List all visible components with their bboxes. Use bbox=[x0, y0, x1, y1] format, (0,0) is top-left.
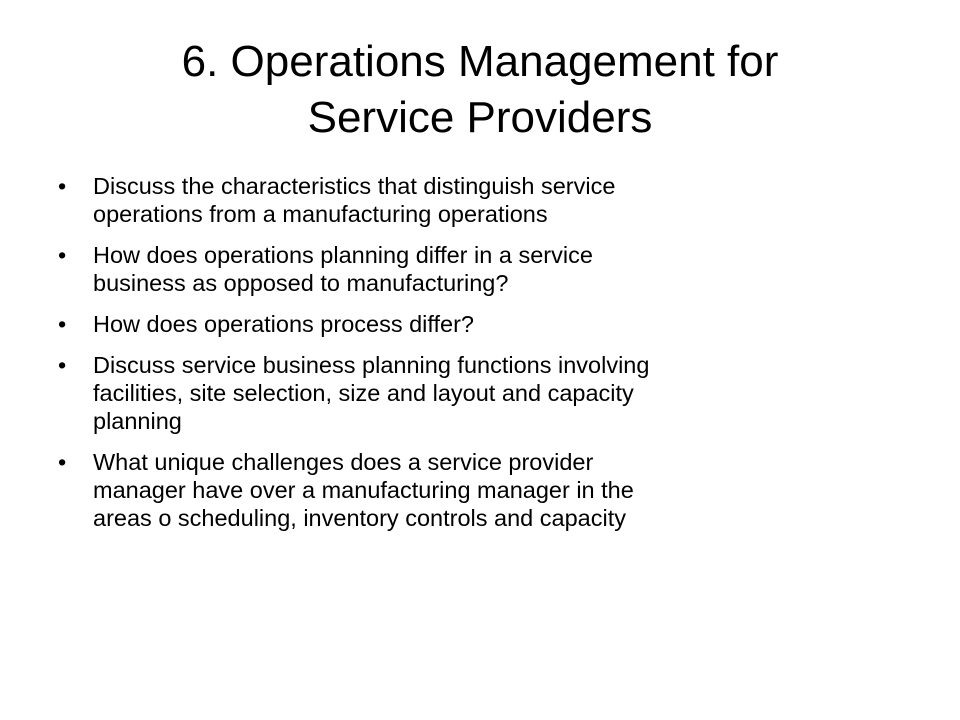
bullet-4-line-2: facilities, site selection, size and layout and capacity bbox=[93, 380, 634, 406]
bullet-item-5 bbox=[58, 448, 858, 532]
bullet-item-1 bbox=[58, 172, 858, 228]
bullet-5-line-1: What unique challenges does a service provider bbox=[93, 449, 594, 475]
bullet-item-4 bbox=[58, 351, 858, 435]
bullet-point-icon: • bbox=[58, 311, 67, 337]
bullet-item-2 bbox=[58, 241, 858, 297]
bullet-4-line-3: planning bbox=[93, 408, 182, 434]
bullet-point-icon: • bbox=[58, 449, 67, 475]
bullet-1-line-1: Discuss the characteristics that distinguish service bbox=[93, 173, 616, 199]
bullet-5-line-3: areas o scheduling, inventory controls and capacity bbox=[93, 505, 626, 531]
bullet-item-3 bbox=[58, 310, 858, 338]
bullet-5-line-2: manager have over a manufacturing manager in the bbox=[93, 477, 634, 503]
bullet-1-line-2: operations from a manufacturing operations bbox=[93, 201, 548, 227]
slide-title bbox=[60, 34, 900, 146]
slide-title-line-1: 6. Operations Management for bbox=[181, 37, 779, 86]
bullet-2-line-2: business as opposed to manufacturing? bbox=[93, 270, 509, 296]
bullet-4-line-1: Discuss service business planning functions involving bbox=[93, 352, 650, 378]
bullet-point-icon: • bbox=[58, 242, 67, 268]
bullet-point-icon: • bbox=[58, 352, 67, 378]
bullet-list bbox=[58, 172, 858, 545]
slide-title-line-2: Service Providers bbox=[307, 93, 653, 142]
bullet-2-line-1: How does operations planning differ in a service bbox=[93, 242, 593, 268]
bullet-3-line-1: How does operations process differ? bbox=[93, 311, 475, 337]
bullet-point-icon: • bbox=[58, 173, 67, 199]
